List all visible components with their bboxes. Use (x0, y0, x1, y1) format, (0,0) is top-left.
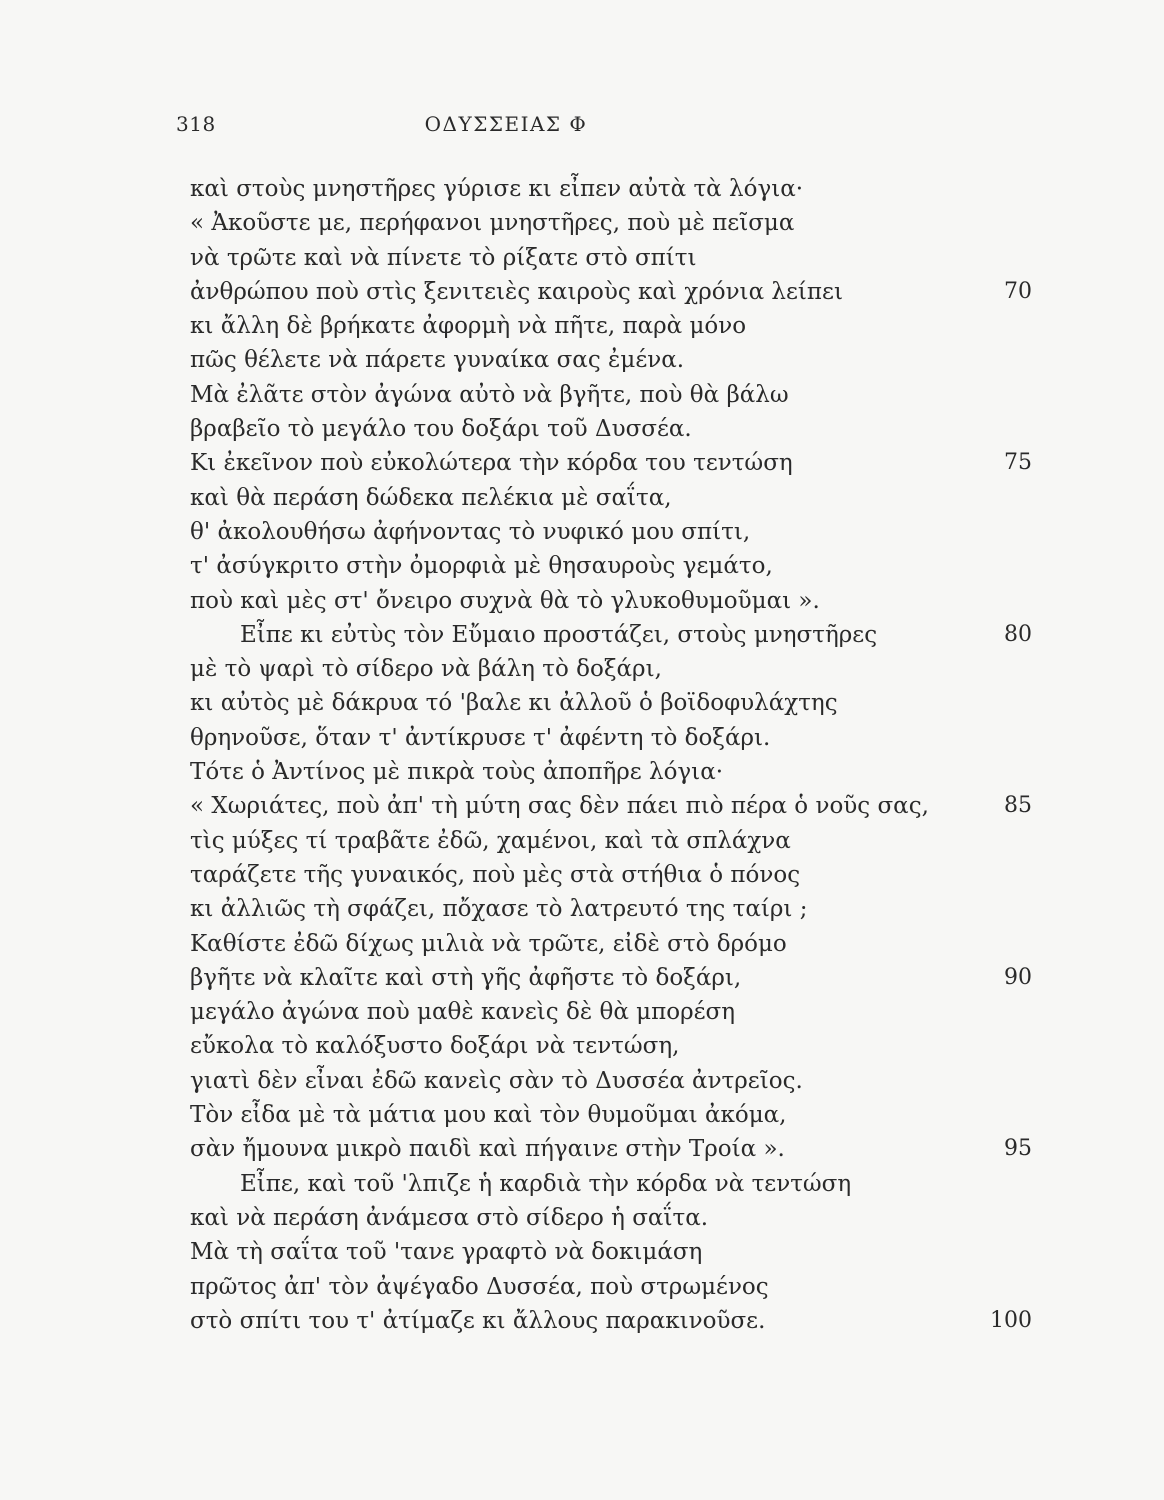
verse-text: Τότε ὁ Ἀντίνος μὲ πικρὰ τοὺς ἀποπῆρε λόγια· (190, 759, 724, 786)
verse-line (190, 927, 1120, 961)
verse-line (190, 892, 1120, 926)
verse-line (190, 206, 1120, 240)
verse-text: κι ἄλλη δὲ βρήκατε ἀφορμὴ νὰ πῆτε, παρὰ μόνο (190, 313, 747, 340)
verse-line (190, 584, 1120, 618)
verse-line (190, 1029, 1120, 1063)
verse-text: Κι ἐκεῖνον ποὺ εὐκολώτερα τὴν κόρδα του τεντώση (190, 450, 793, 477)
verse-line (190, 309, 1120, 343)
verse-text: βραβεῖο τὸ μεγάλο του δοξάρι τοῦ Δυσσέα. (190, 416, 692, 443)
verse-line (190, 412, 1120, 446)
verse-line (190, 343, 1120, 377)
verse-text: « Χωριάτες, ποὺ ἀπ' τὴ μύτη σας δὲν πάει πιὸ πέρα ὁ νοῦς σας, (190, 793, 929, 820)
verse-line (190, 618, 1120, 652)
verse-line (190, 1270, 1120, 1304)
verse-line (190, 515, 1120, 549)
verse-text: ταράζετε τῆς γυναικός, ποὺ μὲς στὰ στήθια ὁ πόνος (190, 861, 801, 888)
line-number: 75 (1004, 450, 1032, 476)
verse-line (190, 1064, 1120, 1098)
verse-text: τὶς μύξες τί τραβᾶτε ἐδῶ, χαμένοι, καὶ τὰ σπλάχνα (190, 827, 791, 854)
verse-text: θρηνοῦσε, ὅταν τ' ἀντίκρυσε τ' ἀφέντη τὸ δοξάρι. (190, 724, 771, 751)
verse-text: Εἶπε, καὶ τοῦ 'λπιζε ἡ καρδιὰ τὴν κόρδα νὰ τεντώση (240, 1170, 852, 1197)
line-number: 80 (1004, 621, 1032, 647)
verse-line (190, 1235, 1120, 1269)
verse-line (190, 1098, 1120, 1132)
verse-text: ἀνθρώπου ποὺ στὶς ξενιτειὲς καιροὺς καὶ χρόνια λείπει (190, 278, 843, 305)
verse-line (190, 378, 1120, 412)
page-header (176, 112, 736, 142)
verse-text: πῶς θέλετε νὰ πάρετε γυναίκα σας ἐμένα. (190, 347, 685, 374)
verse-text: μὲ τὸ ψαρὶ τὸ σίδερο νὰ βάλη τὸ δοξάρι, (190, 656, 662, 683)
verse-text: Καθίστε ἐδῶ δίχως μιλιὰ νὰ τρῶτε, εἰδὲ στὸ δρόμο (190, 930, 787, 957)
verse-line (190, 755, 1120, 789)
running-title: ΟΔΥΣΣΕΙΑΣ Φ (424, 112, 588, 136)
line-number: 95 (1004, 1136, 1032, 1162)
verse-text: σὰν ἤμουνα μικρὸ παιδὶ καὶ πήγαινε στὴν Τροία ». (190, 1136, 785, 1163)
verse-text: πρῶτος ἀπ' τὸν ἀψέγαδο Δυσσέα, ποὺ στρωμένος (190, 1273, 769, 1300)
verse-block (190, 172, 1120, 1338)
verse-text: ποὺ καὶ μὲς στ' ὄνειρο συχνὰ θὰ τὸ γλυκοθυμοῦμαι ». (190, 587, 820, 614)
verse-line (190, 858, 1120, 892)
line-number: 90 (1004, 964, 1032, 990)
line-number: 85 (1004, 793, 1032, 819)
verse-text: κι αὐτὸς μὲ δάκρυα τό 'βαλε κι ἀλλοῦ ὁ βοϊδοφυλάχτης (190, 690, 838, 717)
verse-text: κι ἀλλιῶς τὴ σφάζει, πὄχασε τὸ λατρευτό της ταίρι ; (190, 896, 808, 923)
verse-text: θ' ἀκολουθήσω ἀφήνοντας τὸ νυφικό μου σπίτι, (190, 518, 751, 545)
page-number: 318 (176, 112, 216, 136)
verse-text: καὶ νὰ περάση ἀνάμεσα στὸ σίδερο ἡ σαΐτα. (190, 1204, 709, 1231)
verse-text: καὶ στοὺς μνηστῆρες γύρισε κι εἶπεν αὐτὰ τὰ λόγια· (190, 176, 804, 202)
verse-text: Τὸν εἶδα μὲ τὰ μάτια μου καὶ τὸν θυμοῦμαι ἀκόμα, (190, 1102, 787, 1129)
verse-text: νὰ τρῶτε καὶ νὰ πίνετε τὸ ρίξατε στὸ σπίτι (190, 244, 697, 271)
verse-line (190, 686, 1120, 720)
verse-text: « Ἀκοῦστε με, περήφανοι μνηστῆρες, ποὺ μὲ πεῖσμα (190, 210, 795, 237)
verse-text: εὔκολα τὸ καλόξυστο δοξάρι νὰ τεντώση, (190, 1033, 680, 1060)
line-number: 70 (1004, 278, 1032, 304)
verse-line (190, 824, 1120, 858)
verse-text: καὶ θὰ περάση δώδεκα πελέκια μὲ σαΐτα, (190, 484, 672, 511)
verse-text: γιατὶ δὲν εἶναι ἐδῶ κανεὶς σὰν τὸ Δυσσέα ἀντρεῖος. (190, 1067, 803, 1094)
verse-text: Εἶπε κι εὐτὺς τὸν Εὔμαιο προστάζει, στοὺς μνηστῆρες (240, 621, 878, 648)
verse-text: τ' ἀσύγκριτο στὴν ὀμορφιὰ μὲ θησαυροὺς γεμάτο, (190, 553, 773, 580)
verse-line (190, 721, 1120, 755)
verse-text: στὸ σπίτι του τ' ἀτίμαζε κι ἄλλους παρακινοῦσε. (190, 1307, 766, 1334)
verse-text: μεγάλο ἀγώνα ποὺ μαθὲ κανεὶς δὲ θὰ μπορέση (190, 999, 736, 1026)
verse-text: Μὰ ἐλᾶτε στὸν ἀγώνα αὐτὸ νὰ βγῆτε, ποὺ θὰ βάλω (190, 381, 789, 408)
verse-line (190, 652, 1120, 686)
verse-line (190, 1304, 1120, 1338)
verse-line (190, 1201, 1120, 1235)
verse-line (190, 995, 1120, 1029)
verse-line (190, 1132, 1120, 1166)
verse-line (190, 789, 1120, 823)
verse-line (190, 481, 1120, 515)
verse-line (190, 241, 1120, 275)
verse-line (190, 1167, 1120, 1201)
verse-line (190, 549, 1120, 583)
verse-text: βγῆτε νὰ κλαῖτε καὶ στὴ γῆς ἀφῆστε τὸ δοξάρι, (190, 964, 742, 991)
verse-line (190, 961, 1120, 995)
verse-text: Μὰ τὴ σαΐτα τοῦ 'τανε γραφτὸ νὰ δοκιμάση (190, 1239, 703, 1266)
verse-line (190, 446, 1120, 480)
verse-line (190, 172, 1120, 206)
verse-line (190, 275, 1120, 309)
line-number: 100 (990, 1307, 1032, 1333)
